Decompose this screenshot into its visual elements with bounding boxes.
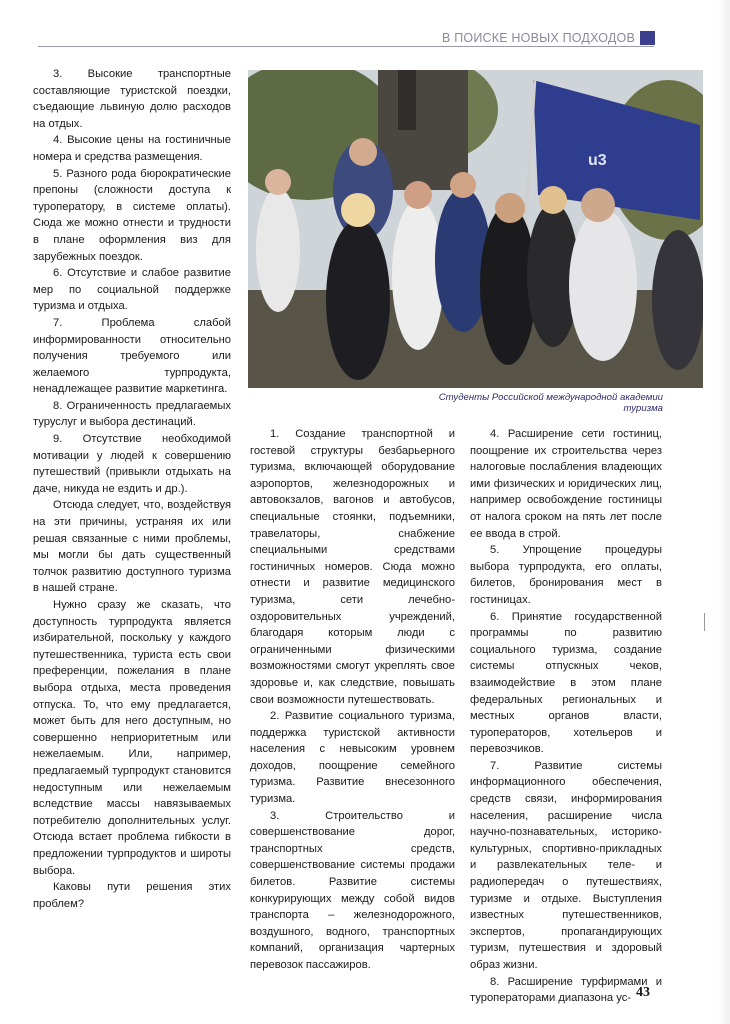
paragraph: 1. Создание транспортной и гостевой структуры безбарьерного туризма, включающей оборудование аэропортов, железнодорожных и автовокзалов, вагонов и автобусов, специальные стоянки, подъемники, травелаторы, снабжение специальными средствами гостиничных номеров. Сюда можно отнести и развитие медицинского туризма, сети лечебно-оздоровительных учреждений, благодаря которым люди с ограниченными физическими возможностями смогут укреплять свое здоровье и, как следствие, повышать свои возможности путешествовать. [250,428,455,706]
paragraph: 9. Отсутствие необходимой мотивации у людей к совершению путешествий (привыкли отдыхать на даче, никуда не ездить и др.). [33,433,231,495]
text-column-middle [250,426,455,974]
paragraph: 3. Строительство и совершенствование дорог, транспортных средств, совершенствование системы продажи билетов. Развитие системы конкурирующих между собой видов транспорта – железнодорожного, воздушного, водного, транспортных компаний, организация чартерных перевозок пассажиров. [250,809,455,971]
paragraph: 5. Разного рода бюрократические препоны (сложности доступа к туроператору, в системе оплаты). Сюда же можно отнести и трудности в плане оформления виз для зарубежных поездок. [33,167,231,263]
page-edge-shadow [718,0,730,1024]
photo-caption: Студенты Российской международной академии туризма [438,392,663,414]
paragraph: 8. Расширение турфирмами и туроператорами диапазона ус- [470,975,662,1005]
paragraph: 2. Развитие социального туризма, поддержка туристской активности населения с невысоким уровнем доходов, поощрение семейного туризма. Развитие внесезонного туризма. [250,710,455,806]
header-divider [38,46,654,47]
page-number: 43 [636,985,650,1000]
paragraph: 4. Высокие цены на гостиничные номера и средства размещения. [33,134,231,163]
paragraph: Отсюда следует, что, воздействуя на эти причины, устраняя их или решая связанные с ними проблемы, мы могли бы дать существенный толчок развитию доступного туризма в нашей стране. [33,499,231,595]
section-header-marker [640,31,655,45]
paragraph: Нужно сразу же сказать, что доступность турпродукта является избирательной, поскольку у каждого путешественника, туриста есть свои преференции, пожелания в плане выбора отдыха, места проведения отпуска. То, что ему предлагается, может быть для него доступным, но совершенно неприоритетным или нежелаемым. Или, например, предлагаемый турпродукт становится недоступным или нежелаемым вследствие массы навязываемых потребителю дополнительных услуг. Отсюда встает проблема гибкости в предложении турпродуктов и широты выбора. [33,599,231,877]
paragraph: Каковы пути решения этих проблем? [33,881,231,910]
text-column-left [33,66,231,912]
paragraph: 4. Расширение сети гостиниц, поощрение их строительства через налоговые послабления владеющих ими физических и юридических лиц, например освобождение гостиницы от налога сроком на пять лет после ее ввода в строй. [470,428,662,540]
paragraph: 8. Ограниченность предлагаемых туруслуг и выбора дестинаций. [33,399,231,429]
group-photo [248,70,703,388]
paragraph: 7. Проблема слабой информированности относительно получения требуемого или желаемого турпродукта, ненадлежащее развитие маркетинга. [33,316,231,396]
margin-mark [704,613,705,631]
paragraph: 7. Развитие системы информационного обеспечения, средств связи, информирования населения, расширение числа научно-познавательных, историко-культурных, спортивно-прикладных и развлекательных теле- и радиопередач о путешествиях, туризме и отдыхе. Выступления известных путешественников, экспертов, пропагандирующих туризм, путешествия и здоровый образ жизни. [470,759,662,971]
section-header-title: В ПОИСКЕ НОВЫХ ПОДХОДОВ [442,31,635,45]
svg-text:u3: u3 [588,152,607,169]
paragraph: 6. Отсутствие и слабое развитие мер по социальной поддержке туризма и отдыха. [33,267,231,313]
text-column-right [470,426,662,1007]
paragraph: 5. Упрощение процедуры выбора турпродукта, его оплаты, билетов, бронирования мест в гостиницах. [470,544,662,606]
paragraph: 6. Принятие государственной программы по развитию социального туризма, создание системы отпускных чеков, взаимодействие в этом плане федеральных региональных и местных органов власти, туроператоров, хотельеров и перевозчиков. [470,610,662,756]
photo-illustration [248,70,703,388]
paragraph: 3. Высокие транспортные составляющие туристской поездки, съедающие львиную долю расходов на отдых. [33,68,231,130]
